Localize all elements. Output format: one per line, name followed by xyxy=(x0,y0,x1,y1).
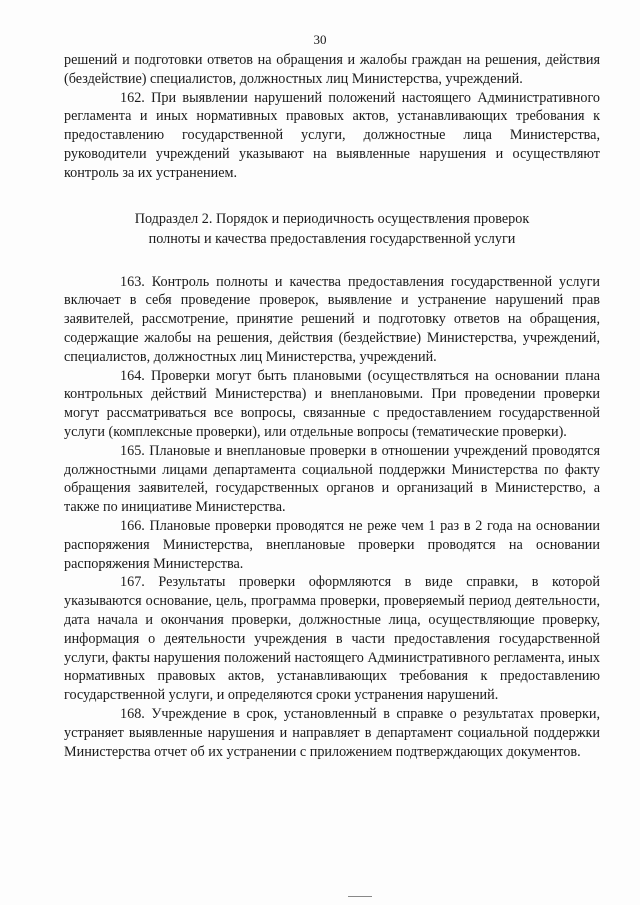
paragraph-167: 167. Результаты проверки оформляются в виде справки, в которой указываются основание, цель, программа проверки, проверяемый период деятельности, дата начала и окончания проверки, должностные лица, осуществляющие проверку, информация о деятельности учреждения в части предоставления государственной услуги, факты нарушения положений настоящего Административного регламента, иных нормативных правовых актов, устанавливающих требования к предоставлению государственной услуги, и определяются сроки устранения нарушений. xyxy=(64,574,600,704)
subsection-heading-line-2: полноты и качества предоставления государственной услуги xyxy=(148,230,516,247)
subsection-heading-line-1: Подраздел 2. Порядок и периодичность осуществления проверок xyxy=(134,210,530,227)
subsection-heading xyxy=(64,209,600,249)
paragraph-166: 166. Плановые проверки проводятся не реже чем 1 раз в 2 года на основании распоряжения Министерства, внеплановые проверки проводятся на основании распоряжения Министерства. xyxy=(64,517,600,572)
paragraph-162: 162. При выявлении нарушений положений настоящего Административного регламента и иных нормативных правовых актов, устанавливающих требования к предоставлению государственной услуги, должностные лица Министерства, руководители учреждений указывают на выявленные нарушения и осуществляют контроль за их устранением. xyxy=(64,89,600,181)
paragraph-168: 168. Учреждение в срок, установленный в справке о результатах проверки, устраняет выявленные нарушения и направляет в департамент социальной поддержки Министерства отчет об их устранении с приложением подтверждающих документов. xyxy=(64,705,600,760)
paragraph-continuation: решений и подготовки ответов на обращения и жалобы граждан на решения, действия (бездействие) специалистов, должностных лиц Министерства, учреждений. xyxy=(64,52,600,87)
document-body xyxy=(64,51,600,761)
footer-mark xyxy=(348,896,372,897)
page-number: 30 xyxy=(313,32,327,47)
paragraph-164: 164. Проверки могут быть плановыми (осуществляться на основании плана контрольных действий Министерства) и внеплановыми. При проведении проверки могут рассматриваться все вопросы, связанные с предоставлением государственной услуги (комплексные проверки), или отдельные вопросы (тематические проверки). xyxy=(64,367,600,440)
paragraph-163: 163. Контроль полноты и качества предоставления государственной услуги включает в себя проведение проверок, выявление и устранение нарушений прав заявителей, рассмотрение, принятие решений и подготовку ответов на обращения, содержащие жалобы на решения, действия (бездействие) Министерства, учреждений, специалистов, должностных лиц Министерства, учреждений. xyxy=(64,273,600,365)
paragraph-165: 165. Плановые и внеплановые проверки в отношении учреждений проводятся должностными лицами департамента социальной поддержки Министерства по факту обращения заявителей, государственных органов и организаций в Министерство, а также по инициативе Министерства. xyxy=(64,442,600,516)
